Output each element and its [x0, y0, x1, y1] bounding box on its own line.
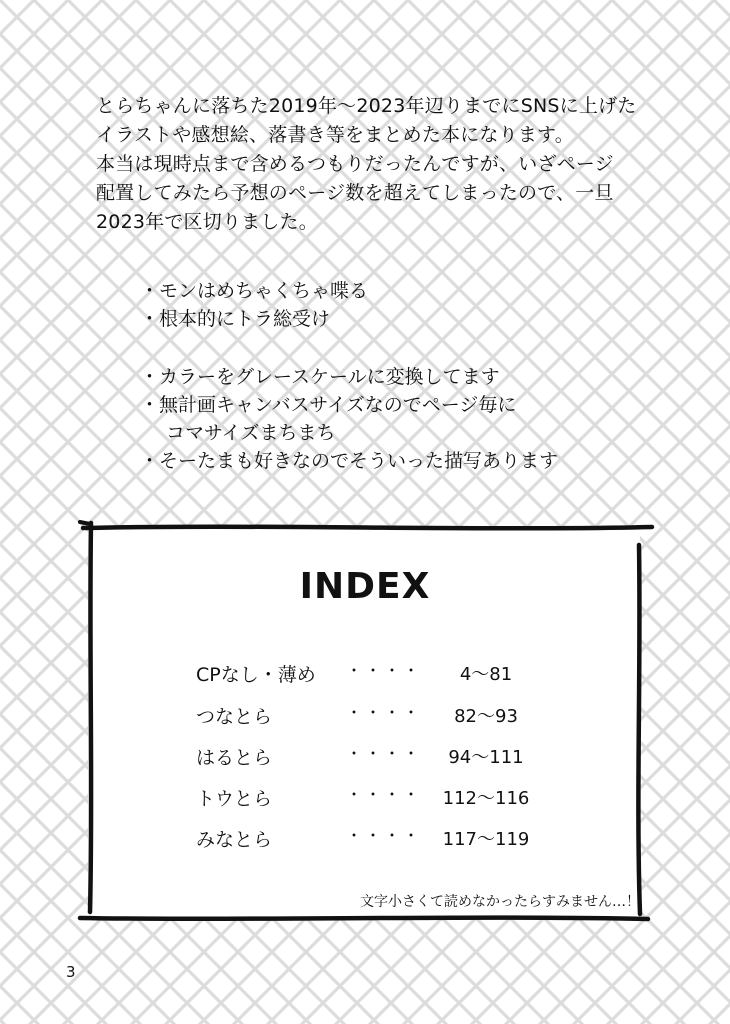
- toc-row: [0, 702, 730, 732]
- toc-leader-dots: ・・・・: [346, 661, 423, 680]
- index-footnote: 文字小さくて読めなかったらすみません…！: [360, 894, 640, 910]
- intro-line: 配置してみたら予想のページ数を超えてしまったので、一旦: [96, 182, 614, 204]
- toc-row: [0, 660, 730, 690]
- note-item: ・カラーをグレースケールに変換してます: [140, 366, 500, 388]
- index-title: INDEX: [299, 566, 431, 607]
- intro-line: イラストや感想絵、落書き等をまとめた本になります。: [96, 124, 574, 146]
- toc-entry-name: CPなし・薄め: [196, 664, 316, 686]
- intro-line: 2023年で区切りました。: [96, 211, 318, 233]
- note-item: ・無計画キャンバスサイズなのでページ毎に: [140, 394, 517, 416]
- toc-row: [0, 825, 730, 855]
- toc-entry-pages: 117〜119: [442, 829, 530, 850]
- page-number: 3: [66, 963, 76, 981]
- toc-entry-pages: 82〜93: [454, 706, 518, 727]
- toc-entry-name: みなとら: [196, 829, 273, 851]
- toc-row: [0, 784, 730, 814]
- note-item: ・そーたまも好きなのでそういった描写あります: [140, 450, 559, 472]
- intro-line: とらちゃんに落ちた2019年〜2023年辺りまでにSNSに上げた: [96, 95, 637, 117]
- intro-line: 本当は現時点まで含めるつもりだったんですが、いざページ: [96, 153, 614, 175]
- toc-leader-dots: ・・・・: [346, 826, 423, 845]
- note-item: ・モンはめちゃくちゃ喋る: [140, 280, 369, 302]
- toc-leader-dots: ・・・・: [346, 703, 423, 722]
- toc-leader-dots: ・・・・: [346, 785, 423, 804]
- toc-entry-pages: 4〜81: [459, 664, 513, 685]
- toc-row: [0, 743, 730, 773]
- notes-spacer: [140, 333, 660, 363]
- toc-entry-pages: 112〜116: [442, 788, 530, 809]
- toc-leader-dots: ・・・・: [346, 744, 423, 763]
- notes-list: [140, 277, 660, 475]
- toc-entry-name: はるとら: [196, 747, 273, 769]
- intro-paragraph: [96, 92, 656, 237]
- note-item: ・根本的にトラ総受け: [140, 308, 331, 330]
- toc-entry-name: つなとら: [196, 706, 273, 728]
- toc-entry-pages: 94〜111: [448, 747, 524, 768]
- note-item-continuation: コマサイズまちまち: [166, 422, 336, 444]
- toc-entry-name: トウとら: [196, 788, 273, 810]
